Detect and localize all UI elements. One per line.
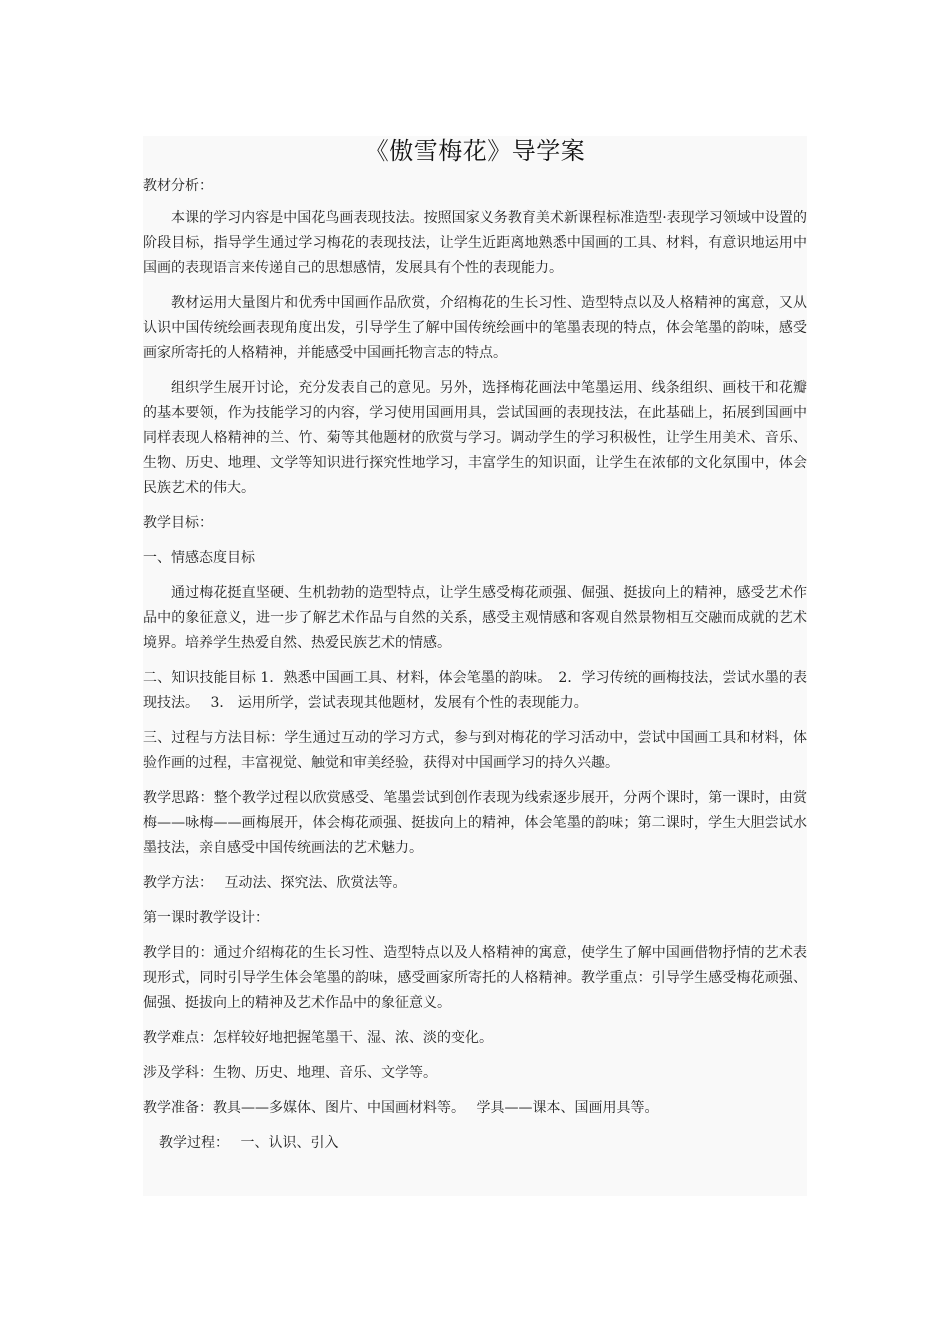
section-label-teaching-goals: 教学目标：: [143, 515, 213, 531]
document-page: [143, 136, 807, 1196]
paragraph-discussion: 组织学生展开讨论，充分发表自己的意见。另外，选择梅花画法中笔墨运用、线条组织、画枝干和花瓣的基本要领，作为技能学习的内容，学习使用国画用具，尝试国画的表现技法，在此基础上，拓展到国画中同样表现人格精神的兰、竹、菊等其他题材的欣赏与学习。调动学生的学习积极性，让学生用美术、音乐、生物、历史、地理、文学等知识进行探究性地学习，丰富学生的知识面，让学生在浓郁的文化氛围中，体会民族艺术的伟大。: [143, 380, 807, 496]
paragraph-emotion-goal: 通过梅花挺直坚硬、生机勃勃的造型特点，让学生感受梅花顽强、倔强、挺拔向上的精神，感受艺术作品中的象征意义，进一步了解艺术作品与自然的关系，感受主观情感和客观自然景物相互交融而成就的艺术境界。培养学生热爱自然、热爱民族艺术的情感。: [143, 585, 807, 651]
paragraph-teaching-difficulty: 教学难点：怎样较好地把握笔墨干、湿、浓、淡的变化。: [143, 1030, 493, 1046]
paragraph-material-usage: 教材运用大量图片和优秀中国画作品欣赏，介绍梅花的生长习性、造型特点以及人格精神的寓意，又从认识中国传统绘画表现角度出发，引导学生了解中国传统绘画中的笔墨表现的特点，体会笔墨的韵味，感受画家所寄托的人格精神，并能感受中国画托物言志的特点。: [143, 295, 807, 361]
paragraph-teaching-purpose: 教学目的：通过介绍梅花的生长习性、造型特点以及人格精神的寓意，使学生了解中国画借物抒情的艺术表现形式，同时引导学生体会笔墨的韵味，感受画家所寄托的人格精神。教学重点：引导学生感受梅花顽强、倔强、挺拔向上的精神及艺术作品中的象征意义。: [143, 945, 807, 1011]
paragraph-knowledge-goal: 二、知识技能目标 1．熟悉中国画工具、材料，体会笔墨的韵味。 2．学习传统的画梅技法，尝试水墨的表现技法。 3． 运用所学，尝试表现其他题材，发展有个性的表现能力。: [143, 670, 807, 711]
paragraph-content-intro: 本课的学习内容是中国花鸟画表现技法。按照国家义务教育美术新课程标准造型·表现学习领域中设置的阶段目标，指导学生通过学习梅花的表现技法，让学生近距离地熟悉中国画的工具、材料，有意识地运用中国画的表现语言来传递自己的思想感情，发展具有个性的表现能力。: [143, 210, 807, 276]
section-label-material-analysis: 教材分析：: [143, 178, 213, 194]
goal-heading-emotion: 一、情感态度目标: [143, 550, 255, 566]
paragraph-preparation: 教学准备：教具——多媒体、图片、中国画材料等。 学具——课本、国画用具等。: [143, 1100, 659, 1116]
paragraph-subjects: 涉及学科：生物、历史、地理、音乐、文学等。: [143, 1065, 437, 1081]
paragraph-process-goal: 三、过程与方法目标：学生通过互动的学习方式，参与到对梅花的学习活动中，尝试中国画工具和材料，体验作画的过程，丰富视觉、触觉和审美经验，获得对中国画学习的持久兴趣。: [143, 730, 807, 771]
paragraph-teaching-methods: 教学方法： 互动法、探究法、欣赏法等。: [143, 875, 407, 891]
paragraph-teaching-process: 教学过程： 一、认识、引入: [159, 1135, 339, 1151]
document-title: 《傲雪梅花》导学案: [364, 137, 586, 165]
paragraph-teaching-approach: 教学思路：整个教学过程以欣赏感受、笔墨尝试到创作表现为线索逐步展开，分两个课时，第一课时，由赏梅——咏梅——画梅展开，体会梅花顽强、挺拔向上的精神，体会笔墨的韵味；第二课时，学生大胆尝试水墨技法，亲自感受中国传统画法的艺术魅力。: [143, 790, 807, 856]
section-label-lesson-one: 第一课时教学设计：: [143, 910, 269, 926]
